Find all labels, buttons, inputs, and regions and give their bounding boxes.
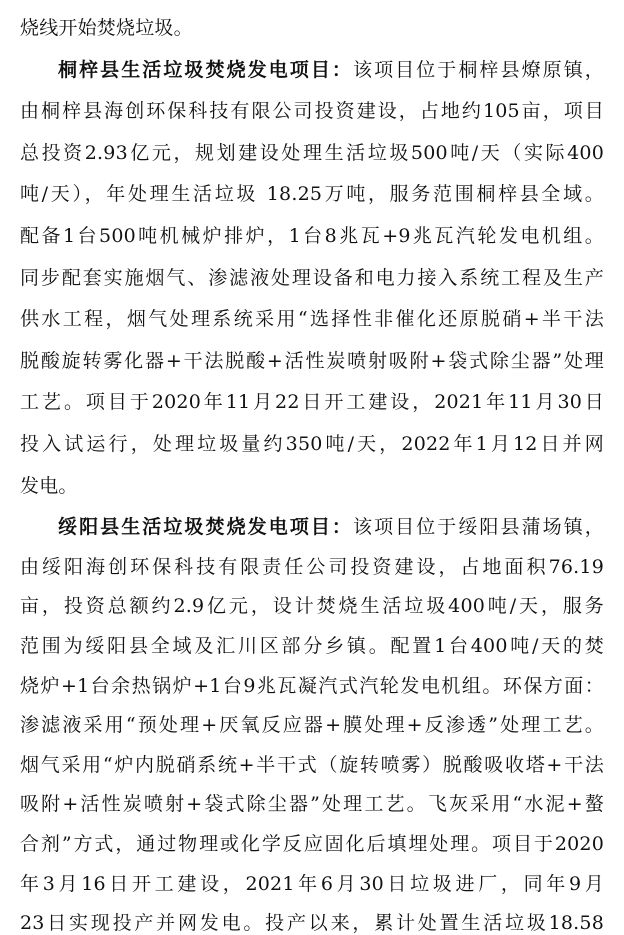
text-line: 发电。: [20, 475, 78, 497]
text-line: 吨/天），年处理生活垃圾 18.25万吨，服务范围桐梓县全域。: [20, 183, 604, 205]
text-line: 同步配套实施烟气、渗滤液处理设备和电力接入系统工程及生产: [20, 267, 604, 289]
text-span: 该项目位于绥阳县蒲场镇，: [353, 516, 604, 538]
text-line: 亩，投资总额约2.9亿元，设计焚烧生活垃圾400吨/天，服务: [20, 595, 604, 617]
text-line: 由桐梓县海创环保科技有限公司投资建设，占地约105亩，项目: [20, 100, 604, 122]
text-line: 工艺。项目于2020年11月22日开工建设，2021年11月30日: [20, 391, 604, 413]
text-line: 由绥阳海创环保科技有限责任公司投资建设，占地面积76.19: [20, 556, 604, 578]
text-line: 23日实现投产并网发电。投产以来，累计处置生活垃圾18.58: [20, 912, 604, 934]
text-line: 烧炉+1台余热锅炉+1台9兆瓦凝汽式汽轮发电机组。环保方面：: [20, 675, 604, 697]
text-line: 烧线开始焚烧垃圾。: [20, 17, 193, 39]
text-line: 合剂”方式，通过物理或化学反应固化后填埋处理。项目于2020: [20, 833, 604, 855]
text-line: 吸附+活性炭喷射+袋式除尘器”处理工艺。飞灰采用“水泥+螯: [20, 793, 604, 815]
text-line: 脱酸旋转雾化器+干法脱酸+活性炭喷射吸附+袋式除尘器”处理: [20, 350, 604, 372]
text-span: 该项目位于桐梓县燎原镇，: [353, 59, 604, 81]
text-line: 总投资2.93亿元，规划建设处理生活垃圾500吨/天（实际400: [20, 142, 604, 164]
paragraph-first-line: [58, 515, 604, 539]
text-line: 年3月16日开工建设，2021年6月30日垃圾进厂，同年9月: [20, 873, 604, 895]
text-line: 烟气采用“炉内脱硝系统+半干式（旋转喷雾）脱酸吸收塔+干法: [20, 754, 604, 776]
text-line: 渗滤液采用“预处理+厌氧反应器+膜处理+反渗透”处理工艺。: [20, 714, 604, 736]
text-line: 范围为绥阳县全域及汇川区部分乡镇。配置1台400吨/天的焚: [20, 635, 604, 657]
text-line: 配备1台500吨机械炉排炉，1台8兆瓦+9兆瓦汽轮发电机组。: [20, 225, 604, 247]
text-line: 投入试运行，处理垃圾量约350吨/天，2022年1月12日并网: [20, 433, 604, 455]
paragraph-heading: 绥阳县生活垃圾焚烧发电项目：: [58, 516, 353, 538]
text-line: 供水工程，烟气处理系统采用“选择性非催化还原脱硝+半干法: [20, 308, 604, 330]
paragraph-heading: 桐梓县生活垃圾焚烧发电项目：: [58, 59, 353, 81]
paragraph-first-line: [58, 58, 604, 82]
